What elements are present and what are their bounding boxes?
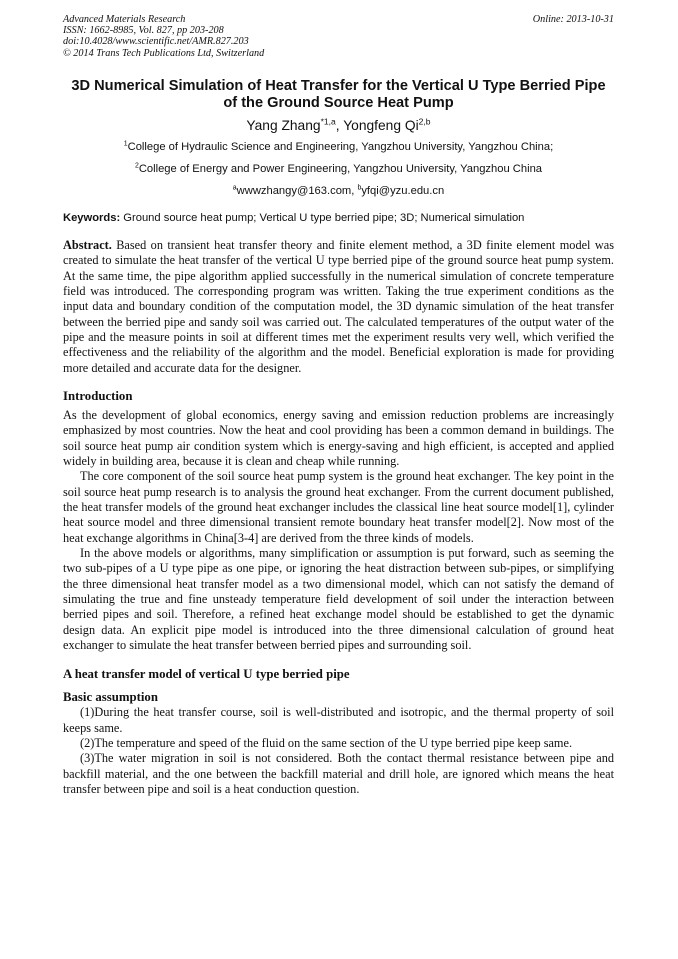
email-address: yfqi@yzu.edu.cn [361,184,445,197]
keywords [63,211,614,225]
affiliation-superscript: 2 [134,162,139,170]
journal-name: Advanced Materials Research [63,14,186,25]
section-heading: Introduction [63,388,133,403]
author-superscript: 2,b [418,116,431,127]
abstract-text: Based on transient heat transfer theory and finite element method, a 3D finite element model was created to simulate the heat transfer of the vertical U type berried pipe of the ground source heat pump system. At the same time, the pipe algorithm applied successfully in the numerical simulation of concrete temperature field was introduced. The corresponding program was written. Taking the true experiment conditions as the input data and boundary condition of the computation model, the 3D dynamic simulation of the heat transfer between the berried pipe and sandy soil was carried out. The calculated temperatures of the output water of the pipe and the measure points in soil at different times met the experiment results very well, which verified the effectiveness and the reliability of the algorithm and the model. Beneficial exploration is made for providing more detailed and accurate data for the designer. [63,237,614,375]
paragraph: The core component of the soil source heat pump system is the ground heat exchanger. The key point in the soil source heat pump research is to analysis the ground heat exchanger. From the current document published, the heat transfer models of the ground heat exchanger includes the classical line heat source model[1], cylinder heat source model and three dimensional transient remote boundary heat transfer model[2]. Now most of the heat exchange algorithms in China[3-4] are derived from the three kinds of models. [63,469,614,545]
affiliation-text: College of Energy and Power Engineering, Yangzhou University, Yangzhou China [138,162,543,175]
abstract-label: Abstract. [63,237,112,252]
author-name: Yongfeng Qi [343,117,419,133]
affiliation-text: College of Hydraulic Science and Engineering, Yangzhou University, Yangzhou China; [127,140,554,153]
issn-line: ISSN: 1662-8985, Vol. 827, pp 203-208 [63,25,224,37]
paragraph: (3)The water migration in soil is not considered. Both the contact thermal resistance between pipe and backfill material, and the one between the backfill material and drill hole, are ignored which means the heat transfer between pipe and soil is a heat conduction question. [63,751,614,797]
email-superscript: a [232,184,237,192]
abstract [63,238,614,376]
keywords-text: Ground source heat pump; Vertical U type berried pipe; 3D; Numerical simulation [120,211,525,224]
email-address: wwwzhangy@163.com, [236,184,358,197]
author-line [63,117,614,134]
email-line [63,185,614,198]
online-date: Online: 2013-10-31 [532,14,614,25]
journal-header [63,14,614,59]
paper-title: 3D Numerical Simulation of Heat Transfer for the Vertical U Type Berried Pipe of the Ground Source Heat Pump [71,77,606,112]
subsection-heading: Basic assumption [63,690,158,705]
paragraph: In the above models or algorithms, many simplification or assumption is put forward, such as seeming the two sub-pipes of a U type pipe as one pipe, or ignoring the heat distraction between sub-pipes, or simplifying the three dimensional heat transfer model as a two dimensional model, which can not satisfy the demand of simulating the true and fine unsteady temperature field development of soil under the interaction between berried pipes and soil. Therefore, a refined heat exchange model should be established to get the dynamic design data. An explicit pipe model is introduced into the three dimensional calculation of ground heat exchanger to simulate the heat transfer between berried pipes and surrounding soil. [63,546,614,653]
affiliation [63,163,614,176]
doi-line: doi:10.4028/www.scientific.net/AMR.827.203 [63,36,249,48]
keywords-label: Keywords: [63,211,121,224]
paper-page [63,14,614,797]
author-superscript: *1,a [320,116,336,127]
author-separator: , [335,117,344,133]
affiliation-superscript: 1 [123,140,128,148]
paragraph: (1)During the heat transfer course, soil is well-distributed and isotropic, and the thermal property of soil keeps same. [63,705,614,735]
paragraph: As the development of global economics, energy saving and emission reduction problems are increasingly emphasized by most countries. Now the heat and cool providing has been a common demand in buildings. The soil source heat pump air condition system which is energy-saving and high efficient, is accepted and applied widely in building area, because it is clean and cheap while running. [63,407,614,468]
affiliation [63,141,614,154]
email-superscript: b [357,184,362,192]
section-heading: A heat transfer model of vertical U type berried pipe [63,667,350,682]
paragraph: (2)The temperature and speed of the fluid on the same section of the U type berried pipe keep same. [80,736,573,751]
copyright-line: © 2014 Trans Tech Publications Ltd, Switzerland [63,47,265,59]
author-name: Yang Zhang [246,117,321,133]
